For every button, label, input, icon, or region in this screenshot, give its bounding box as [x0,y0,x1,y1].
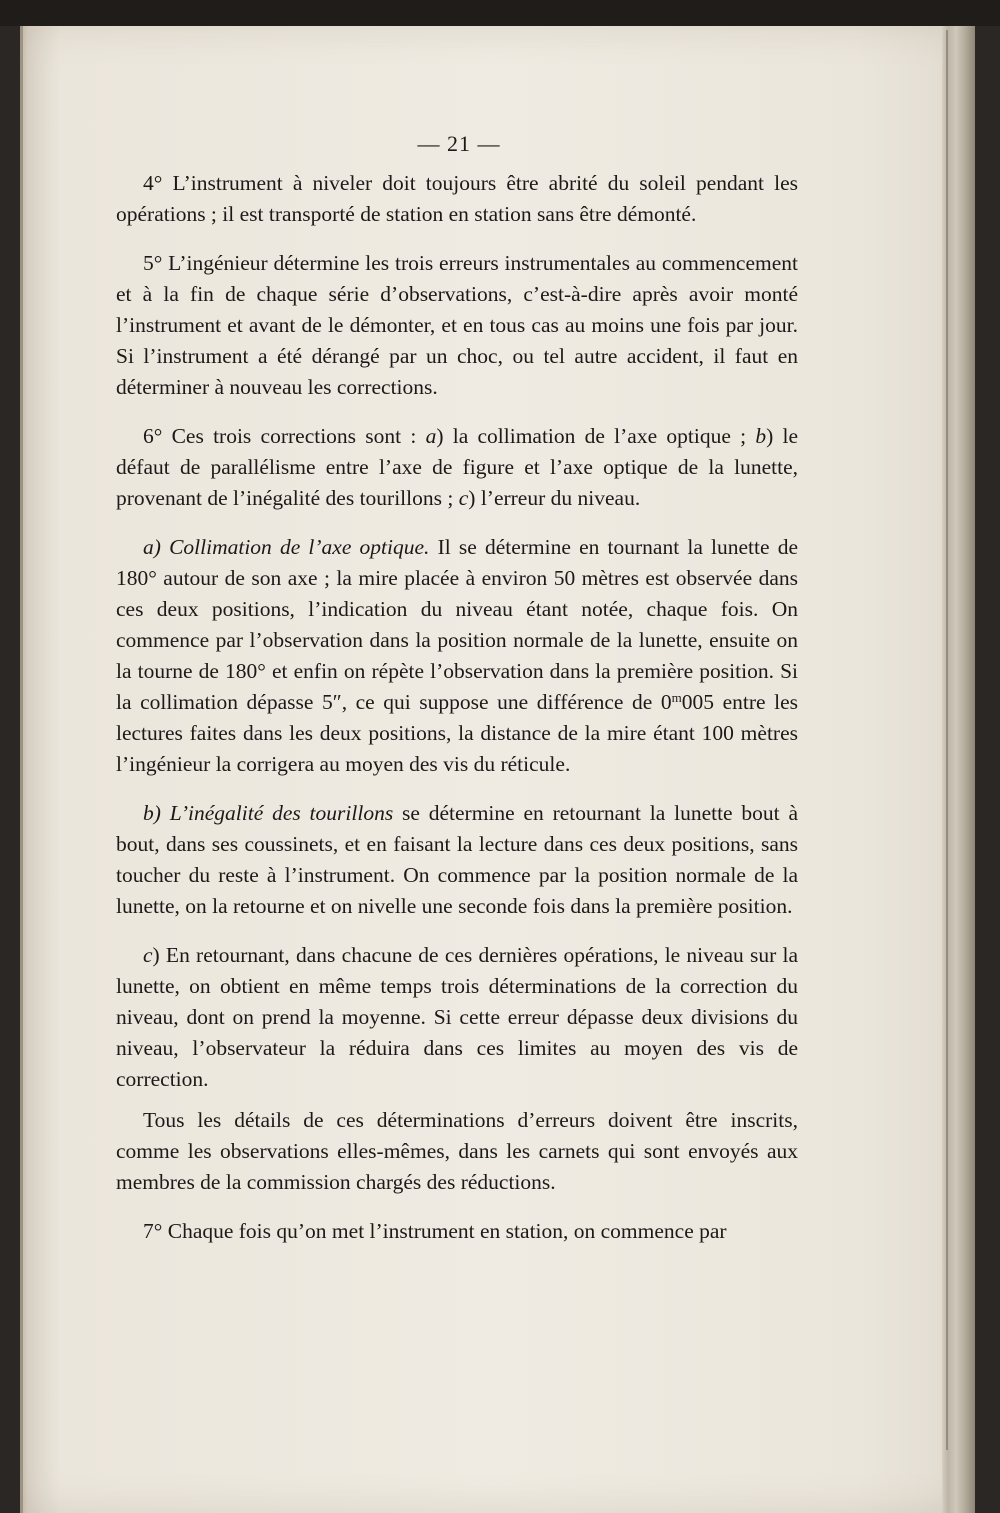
page-content [116,128,798,1265]
paragraph-tous-les-details: Tous les détails de ces déterminations d’erreurs doivent être inscrits, comme les observations elles-mêmes, dans les carnets qui sont envoyés aux membres de la commission chargés des réductions. [116,1108,798,1194]
section-label-b: b [143,801,154,825]
item-label-c: c [458,486,469,510]
paragraph-b-text: se détermine en retournant la lunette bout à bout, dans ses coussinets, et en faisant la lecture dans ces deux positions, sans toucher du reste à l’instrument. On commence par la position normale de la lunette, on la retourne et on nivelle une seconde fois dans la première position. [116,801,798,918]
item-label-a: a [425,424,437,448]
paragraph-a-text-2: 005 entre les lectures faites dans les deux positions, la distance de la mire étant 100 mètres l’ingénieur la corrigera au moyen des vis du réticule. [116,690,798,776]
page-number: — 21 — [417,131,501,156]
paragraph-b-tourillons [116,798,798,922]
paragraph-6-lead: 6° Ces trois corrections sont : [143,424,426,448]
paragraph-6-b-text: ) le défaut de parallélisme entre l’axe de figure et l’axe optique de la lunette, provenant de l’inégalité des tourillons ; [116,424,798,510]
paragraph-5: 5° L’ingénieur détermine les trois erreurs instrumentales au commencement et à la fin de chaque série d’observations, c’est-à-dire après avoir monté l’instrument et avant de le démonter, et en tous cas au moins une fois par jour. Si l’instrument a été dérangé par un choc, ou tel autre accident, il faut en déterminer à nouveau les corrections. [116,251,798,399]
section-label-a: a [143,535,154,559]
paragraph-7: 7° Chaque fois qu’on met l’instrument en station, on commence par [143,1219,727,1243]
unit-superscript-m: m [671,690,682,705]
page-fold-line [946,30,948,1450]
section-title-a: ) Collimation de l’axe optique. [153,535,430,559]
paragraph-4: 4° L’instrument à niveler doit toujours être abrité du soleil pendant les opérations ; il est transporté de station en station sans être démonté. [116,171,798,226]
paragraph-c-text: ) En retournant, dans chacune de ces dernières opérations, le niveau sur la lunette, on obtient en même temps trois déterminations de la correction du niveau, dont on prend la moyenne. Si cette erreur dépasse deux divisions du niveau, l’observateur la réduira dans ces limites au moyen des vis de correction. [116,943,798,1091]
paragraph-6-c-text: ) l’erreur du niveau. [468,486,641,510]
paragraph-c-niveau [116,940,798,1095]
scan-background-top [0,0,1000,26]
paragraph-6-a-text: ) la collimation de l’axe optique ; [436,424,756,448]
section-label-c: c [143,943,153,967]
page-spine-shadow [20,26,23,1513]
paragraph-a-collimation [116,532,798,780]
item-label-b: b [755,424,767,448]
paragraph-6 [116,421,798,514]
section-title-b: ) L’inégalité des tourillons [153,801,394,825]
paragraph-a-text-1: Il se détermine en tournant la lunette de 180° autour de son axe ; la mire placée à environ 50 mètres est observée dans ces deux positions, l’indication du niveau étant notée, chaque fois. On commence par l’observation dans la position normale de la lunette, ensuite on la tourne de 180° et enfin on répète l’observation dans la première position. Si la collimation dépasse 5″, ce qui suppose une différence de 0 [116,535,798,714]
